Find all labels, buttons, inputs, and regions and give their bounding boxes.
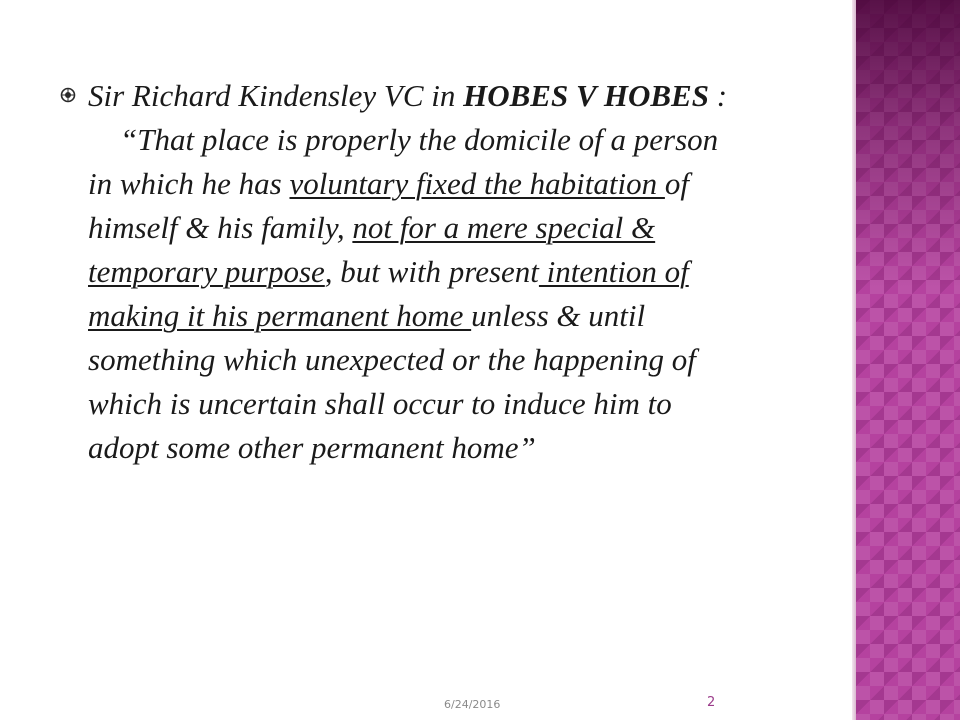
footer-page-number: 2 xyxy=(707,695,716,710)
quote-part-4: unless & until something which unexpected or the happening of which is uncertain shall occur to induce him to adopt some other permanent home” xyxy=(88,298,696,465)
quote-underline-1: voluntary fixed the habitation xyxy=(289,166,665,201)
quote-part-1: “That place is properly the domicile of a person in which he has xyxy=(88,122,719,201)
decorative-side-panel xyxy=(856,0,960,720)
target-bullet-icon xyxy=(60,87,76,103)
footer-date: 6/24/2016 xyxy=(444,698,501,711)
domicile-quote xyxy=(60,118,740,470)
heading-suffix: : xyxy=(708,78,728,113)
quote-part-3: , but with present xyxy=(324,254,539,289)
case-name: HOBES V HOBES xyxy=(463,78,709,113)
quote-underline-2: not for a mere special & temporary purpose xyxy=(88,210,656,289)
heading-prefix: Sir Richard Kindensley VC in xyxy=(88,78,464,113)
quote-part-2: of himself & his family, xyxy=(88,166,690,245)
bullet-heading xyxy=(60,74,740,118)
slide-body xyxy=(60,74,740,470)
heading-text xyxy=(88,78,727,113)
quote-underline-3: intention of making it his permanent home xyxy=(88,254,689,333)
